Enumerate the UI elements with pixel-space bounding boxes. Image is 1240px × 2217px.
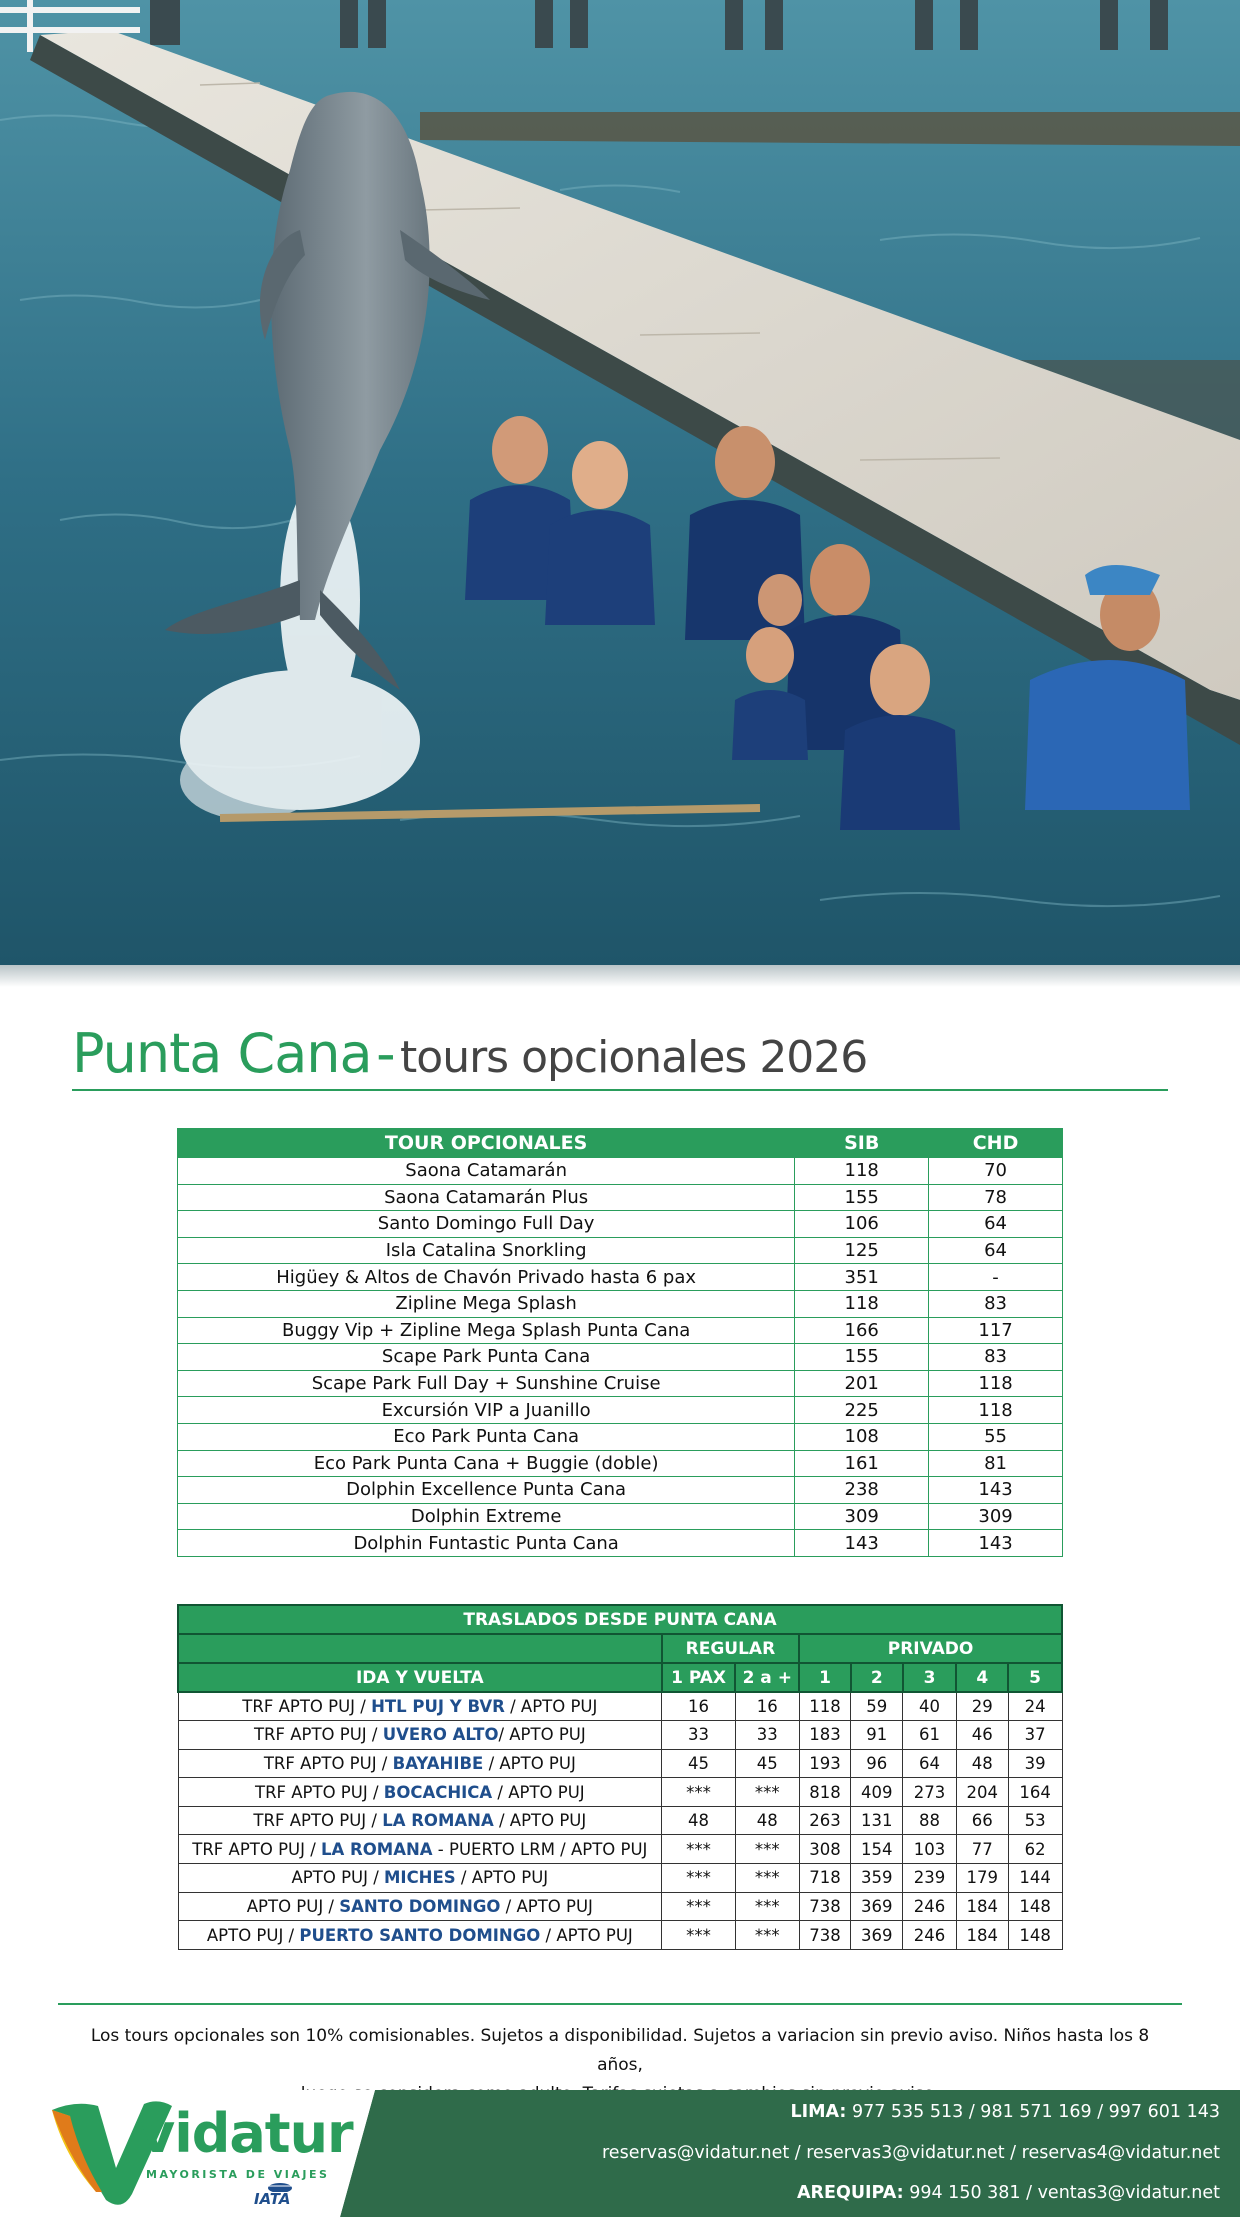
transfer-price: 818 (799, 1778, 851, 1807)
transfer-price: 103 (903, 1835, 957, 1864)
transfers-col-p3: 3 (903, 1663, 957, 1692)
transfer-route-post: / APTO PUJ (455, 1868, 549, 1888)
transfer-price: 45 (735, 1749, 799, 1778)
transfer-price: 33 (662, 1721, 736, 1750)
tour-name: Excursión VIP a Juanillo (178, 1397, 795, 1424)
tour-price-chd: 118 (929, 1397, 1063, 1424)
tours-row (178, 1317, 1063, 1344)
brand-tagline: MAYORISTA DE VIAJES (146, 2168, 330, 2181)
transfer-route-post: - PUERTO LRM / APTO PUJ (432, 1839, 648, 1859)
transfers-col-row (178, 1663, 1062, 1692)
transfer-route-post: / APTO PUJ (498, 1725, 586, 1745)
transfer-price: 738 (799, 1921, 851, 1950)
tour-price-sib: 108 (795, 1423, 929, 1450)
tours-row (178, 1397, 1063, 1424)
tour-name: Dolphin Extreme (178, 1503, 795, 1530)
transfers-group-blank (178, 1634, 662, 1663)
transfer-route-post: / APTO PUJ (483, 1753, 576, 1773)
transfer-price: 131 (851, 1806, 903, 1835)
transfer-route-pre: TRF APTO PUJ / (192, 1839, 322, 1859)
tours-row (178, 1423, 1063, 1450)
tour-price-sib: 125 (795, 1237, 929, 1264)
contact-emails[interactable]: reservas@vidatur.net / reservas3@vidatur.net / reservas4@vidatur.net (602, 2143, 1220, 2163)
transfer-route-pre: TRF APTO PUJ / (254, 1782, 384, 1802)
transfers-col-p1: 1 (799, 1663, 851, 1692)
tour-price-chd: 78 (929, 1184, 1063, 1211)
transfers-col-p5: 5 (1008, 1663, 1062, 1692)
tour-price-chd: 118 (929, 1370, 1063, 1397)
transfer-price: *** (735, 1892, 799, 1921)
tour-name: Eco Park Punta Cana + Buggie (doble) (178, 1450, 795, 1477)
tour-name: Zipline Mega Splash (178, 1290, 795, 1317)
transfer-route-post: / APTO PUJ (504, 1697, 598, 1717)
transfer-route-hl: MICHES (384, 1868, 456, 1888)
transfer-route (178, 1806, 662, 1835)
transfer-price: 45 (662, 1749, 736, 1778)
transfer-price: 62 (1008, 1835, 1062, 1864)
transfer-price: 144 (1008, 1864, 1062, 1893)
tours-row (178, 1290, 1063, 1317)
transfer-price: 61 (903, 1721, 957, 1750)
transfer-price: 39 (1008, 1749, 1062, 1778)
transfer-price: 246 (903, 1892, 957, 1921)
tour-name: Dolphin Excellence Punta Cana (178, 1477, 795, 1504)
transfer-price: 273 (903, 1778, 957, 1807)
transfer-price: 16 (662, 1692, 736, 1721)
tours-row (178, 1477, 1063, 1504)
tour-price-chd: 64 (929, 1237, 1063, 1264)
tour-price-chd: 64 (929, 1211, 1063, 1238)
transfer-price: *** (662, 1835, 736, 1864)
tour-name: Eco Park Punta Cana (178, 1423, 795, 1450)
title-destination: Punta Cana (72, 1022, 372, 1085)
transfer-row (178, 1892, 1062, 1921)
tour-price-sib: 309 (795, 1503, 929, 1530)
hero-photo (0, 0, 1240, 965)
transfer-price: 88 (903, 1806, 957, 1835)
tour-price-chd: 83 (929, 1344, 1063, 1371)
tours-header-chd: CHD (929, 1129, 1063, 1158)
tour-price-sib: 106 (795, 1211, 929, 1238)
transfer-price: 308 (799, 1835, 851, 1864)
transfer-route-pre: APTO PUJ / (206, 1925, 300, 1945)
transfer-price: 193 (799, 1749, 851, 1778)
tour-price-chd: 143 (929, 1530, 1063, 1557)
tour-name: Isla Catalina Snorkling (178, 1237, 795, 1264)
tour-price-sib: 225 (795, 1397, 929, 1424)
contact-lima-phones: 977 535 513 / 981 571 169 / 997 601 143 (846, 2102, 1220, 2122)
transfer-route-hl: BAYAHIBE (392, 1753, 484, 1773)
transfer-route (178, 1721, 662, 1750)
transfer-price: 66 (956, 1806, 1008, 1835)
tour-price-chd: 55 (929, 1423, 1063, 1450)
transfer-route-pre: APTO PUJ / (246, 1896, 340, 1916)
tours-body (178, 1158, 1063, 1557)
tour-price-chd: - (929, 1264, 1063, 1291)
tours-row (178, 1184, 1063, 1211)
transfer-price: 118 (799, 1692, 851, 1721)
tour-name: Dolphin Funtastic Punta Cana (178, 1530, 795, 1557)
transfer-route-hl: BOCACHICA (383, 1782, 493, 1802)
tour-price-sib: 238 (795, 1477, 929, 1504)
transfer-row (178, 1806, 1062, 1835)
tours-table (177, 1128, 1063, 1557)
tours-row (178, 1158, 1063, 1185)
tours-row (178, 1344, 1063, 1371)
transfer-route (178, 1864, 662, 1893)
contact-arequipa-label: AREQUIPA: (796, 2183, 904, 2203)
transfer-route-pre: TRF APTO PUJ / (263, 1753, 393, 1773)
transfer-price: 183 (799, 1721, 851, 1750)
transfers-group-row (178, 1634, 1062, 1663)
contact-lima-label: LIMA: (790, 2102, 847, 2122)
hero-shadow (0, 965, 1240, 987)
tour-name: Scape Park Punta Cana (178, 1344, 795, 1371)
transfer-row (178, 1835, 1062, 1864)
tour-price-sib: 201 (795, 1370, 929, 1397)
transfer-price: 59 (851, 1692, 903, 1721)
transfer-route (178, 1778, 662, 1807)
tours-header-sib: SIB (795, 1129, 929, 1158)
transfers-col-route: IDA Y VUELTA (178, 1663, 662, 1692)
tours-row (178, 1370, 1063, 1397)
transfer-price: 184 (956, 1892, 1008, 1921)
transfer-route (178, 1692, 662, 1721)
transfer-route-hl: SANTO DOMINGO (339, 1896, 501, 1916)
transfer-price: 29 (956, 1692, 1008, 1721)
transfer-route-pre: TRF APTO PUJ / (253, 1725, 383, 1745)
transfer-row (178, 1921, 1062, 1950)
tour-price-chd: 309 (929, 1503, 1063, 1530)
transfer-price: 37 (1008, 1721, 1062, 1750)
tours-header-name: TOUR OPCIONALES (178, 1129, 795, 1158)
tour-price-chd: 117 (929, 1317, 1063, 1344)
tours-row (178, 1237, 1063, 1264)
transfer-price: 48 (662, 1806, 736, 1835)
iata-logo: IATA (254, 2190, 291, 2208)
transfer-route-hl: HTL PUJ Y BVR (371, 1697, 505, 1717)
transfers-title: TRASLADOS DESDE PUNTA CANA (178, 1605, 1062, 1634)
transfer-price: 263 (799, 1806, 851, 1835)
transfer-route-post: / APTO PUJ (500, 1896, 593, 1916)
transfer-price: 179 (956, 1864, 1008, 1893)
transfer-price: 91 (851, 1721, 903, 1750)
transfer-price: 184 (956, 1921, 1008, 1950)
transfers-col-1pax: 1 PAX (662, 1663, 736, 1692)
tour-price-sib: 118 (795, 1158, 929, 1185)
transfer-route (178, 1892, 662, 1921)
footer-divider (58, 2003, 1182, 2005)
transfers-body (178, 1692, 1062, 1949)
transfer-route (178, 1921, 662, 1950)
transfer-price: *** (735, 1864, 799, 1893)
transfer-price: 718 (799, 1864, 851, 1893)
transfers-col-p4: 4 (956, 1663, 1008, 1692)
transfers-col-2mas: 2 a + (735, 1663, 799, 1692)
transfer-price: 16 (735, 1692, 799, 1721)
tour-price-sib: 351 (795, 1264, 929, 1291)
transfer-route-hl: UVERO ALTO (382, 1725, 499, 1745)
tour-price-chd: 81 (929, 1450, 1063, 1477)
transfer-row (178, 1864, 1062, 1893)
transfer-price: 24 (1008, 1692, 1062, 1721)
transfer-row (178, 1778, 1062, 1807)
transfer-route (178, 1749, 662, 1778)
tours-header-row (178, 1129, 1063, 1158)
transfer-price: 48 (956, 1749, 1008, 1778)
transfer-price: 369 (851, 1892, 903, 1921)
tours-row (178, 1450, 1063, 1477)
transfer-price: 77 (956, 1835, 1008, 1864)
transfer-price: *** (662, 1864, 736, 1893)
transfers-title-row (178, 1605, 1062, 1634)
tour-price-sib: 155 (795, 1184, 929, 1211)
transfer-price: 96 (851, 1749, 903, 1778)
transfer-row (178, 1721, 1062, 1750)
tour-price-chd: 70 (929, 1158, 1063, 1185)
transfer-price: 164 (1008, 1778, 1062, 1807)
page-title (72, 1022, 867, 1085)
title-subtitle: tours opcionales 2026 (400, 1032, 868, 1083)
transfer-price: *** (735, 1835, 799, 1864)
transfer-price: 40 (903, 1692, 957, 1721)
transfer-price: *** (662, 1921, 736, 1950)
brand-name: vidatur (140, 2102, 353, 2165)
transfer-price: 148 (1008, 1892, 1062, 1921)
contact-arequipa (797, 2183, 1220, 2203)
transfer-price: *** (662, 1778, 736, 1807)
transfer-price: *** (662, 1892, 736, 1921)
transfers-group-regular: REGULAR (662, 1634, 799, 1663)
transfer-price: 239 (903, 1864, 957, 1893)
disclaimer-line-1: Los tours opcionales son 10% comisionables. Sujetos a disponibilidad. Sujetos a variacion sin previo aviso. Niños hasta los 8 años, (90, 2026, 1150, 2075)
transfer-route-hl: PUERTO SANTO DOMINGO (299, 1925, 541, 1945)
transfer-price: *** (735, 1778, 799, 1807)
transfer-price: 359 (851, 1864, 903, 1893)
transfer-route-pre: TRF APTO PUJ / (253, 1811, 383, 1831)
tour-price-chd: 143 (929, 1477, 1063, 1504)
tour-price-sib: 118 (795, 1290, 929, 1317)
tour-price-sib: 155 (795, 1344, 929, 1371)
transfer-price: 738 (799, 1892, 851, 1921)
transfers-col-p2: 2 (851, 1663, 903, 1692)
transfers-table (177, 1604, 1063, 1950)
tour-name: Buggy Vip + Zipline Mega Splash Punta Cana (178, 1317, 795, 1344)
transfer-route-hl: LA ROMANA (382, 1811, 494, 1831)
transfer-price: 246 (903, 1921, 957, 1950)
transfer-row (178, 1692, 1062, 1721)
transfer-price: *** (735, 1921, 799, 1950)
transfer-price: 53 (1008, 1806, 1062, 1835)
transfer-route-post: / APTO PUJ (492, 1782, 585, 1802)
transfer-price: 46 (956, 1721, 1008, 1750)
transfer-route-hl: LA ROMANA (321, 1839, 433, 1859)
tour-price-sib: 166 (795, 1317, 929, 1344)
transfer-route-post: / APTO PUJ (493, 1811, 587, 1831)
transfer-price: 369 (851, 1921, 903, 1950)
title-underline (72, 1089, 1168, 1091)
tour-name: Saona Catamarán (178, 1158, 795, 1185)
tour-price-sib: 143 (795, 1530, 929, 1557)
transfers-group-privado: PRIVADO (799, 1634, 1062, 1663)
transfer-price: 409 (851, 1778, 903, 1807)
tours-row (178, 1211, 1063, 1238)
transfer-price: 64 (903, 1749, 957, 1778)
tour-price-sib: 161 (795, 1450, 929, 1477)
tours-row (178, 1264, 1063, 1291)
transfer-route-pre: APTO PUJ / (291, 1868, 385, 1888)
transfer-price: 33 (735, 1721, 799, 1750)
transfer-price: 154 (851, 1835, 903, 1864)
transfer-price: 48 (735, 1806, 799, 1835)
transfer-price: 204 (956, 1778, 1008, 1807)
transfer-price: 148 (1008, 1921, 1062, 1950)
tour-name: Saona Catamarán Plus (178, 1184, 795, 1211)
title-separator: - (376, 1022, 396, 1085)
transfer-route (178, 1835, 662, 1864)
tour-name: Santo Domingo Full Day (178, 1211, 795, 1238)
transfer-route-pre: TRF APTO PUJ / (242, 1697, 372, 1717)
tour-price-chd: 83 (929, 1290, 1063, 1317)
tour-name: Higüey & Altos de Chavón Privado hasta 6 pax (178, 1264, 795, 1291)
contact-lima (790, 2102, 1220, 2122)
transfer-row (178, 1749, 1062, 1778)
transfer-route-post: / APTO PUJ (540, 1925, 633, 1945)
tours-row (178, 1503, 1063, 1530)
tours-row (178, 1530, 1063, 1557)
contact-arequipa-info: 994 150 381 / ventas3@vidatur.net (903, 2183, 1220, 2203)
tour-name: Scape Park Full Day + Sunshine Cruise (178, 1370, 795, 1397)
